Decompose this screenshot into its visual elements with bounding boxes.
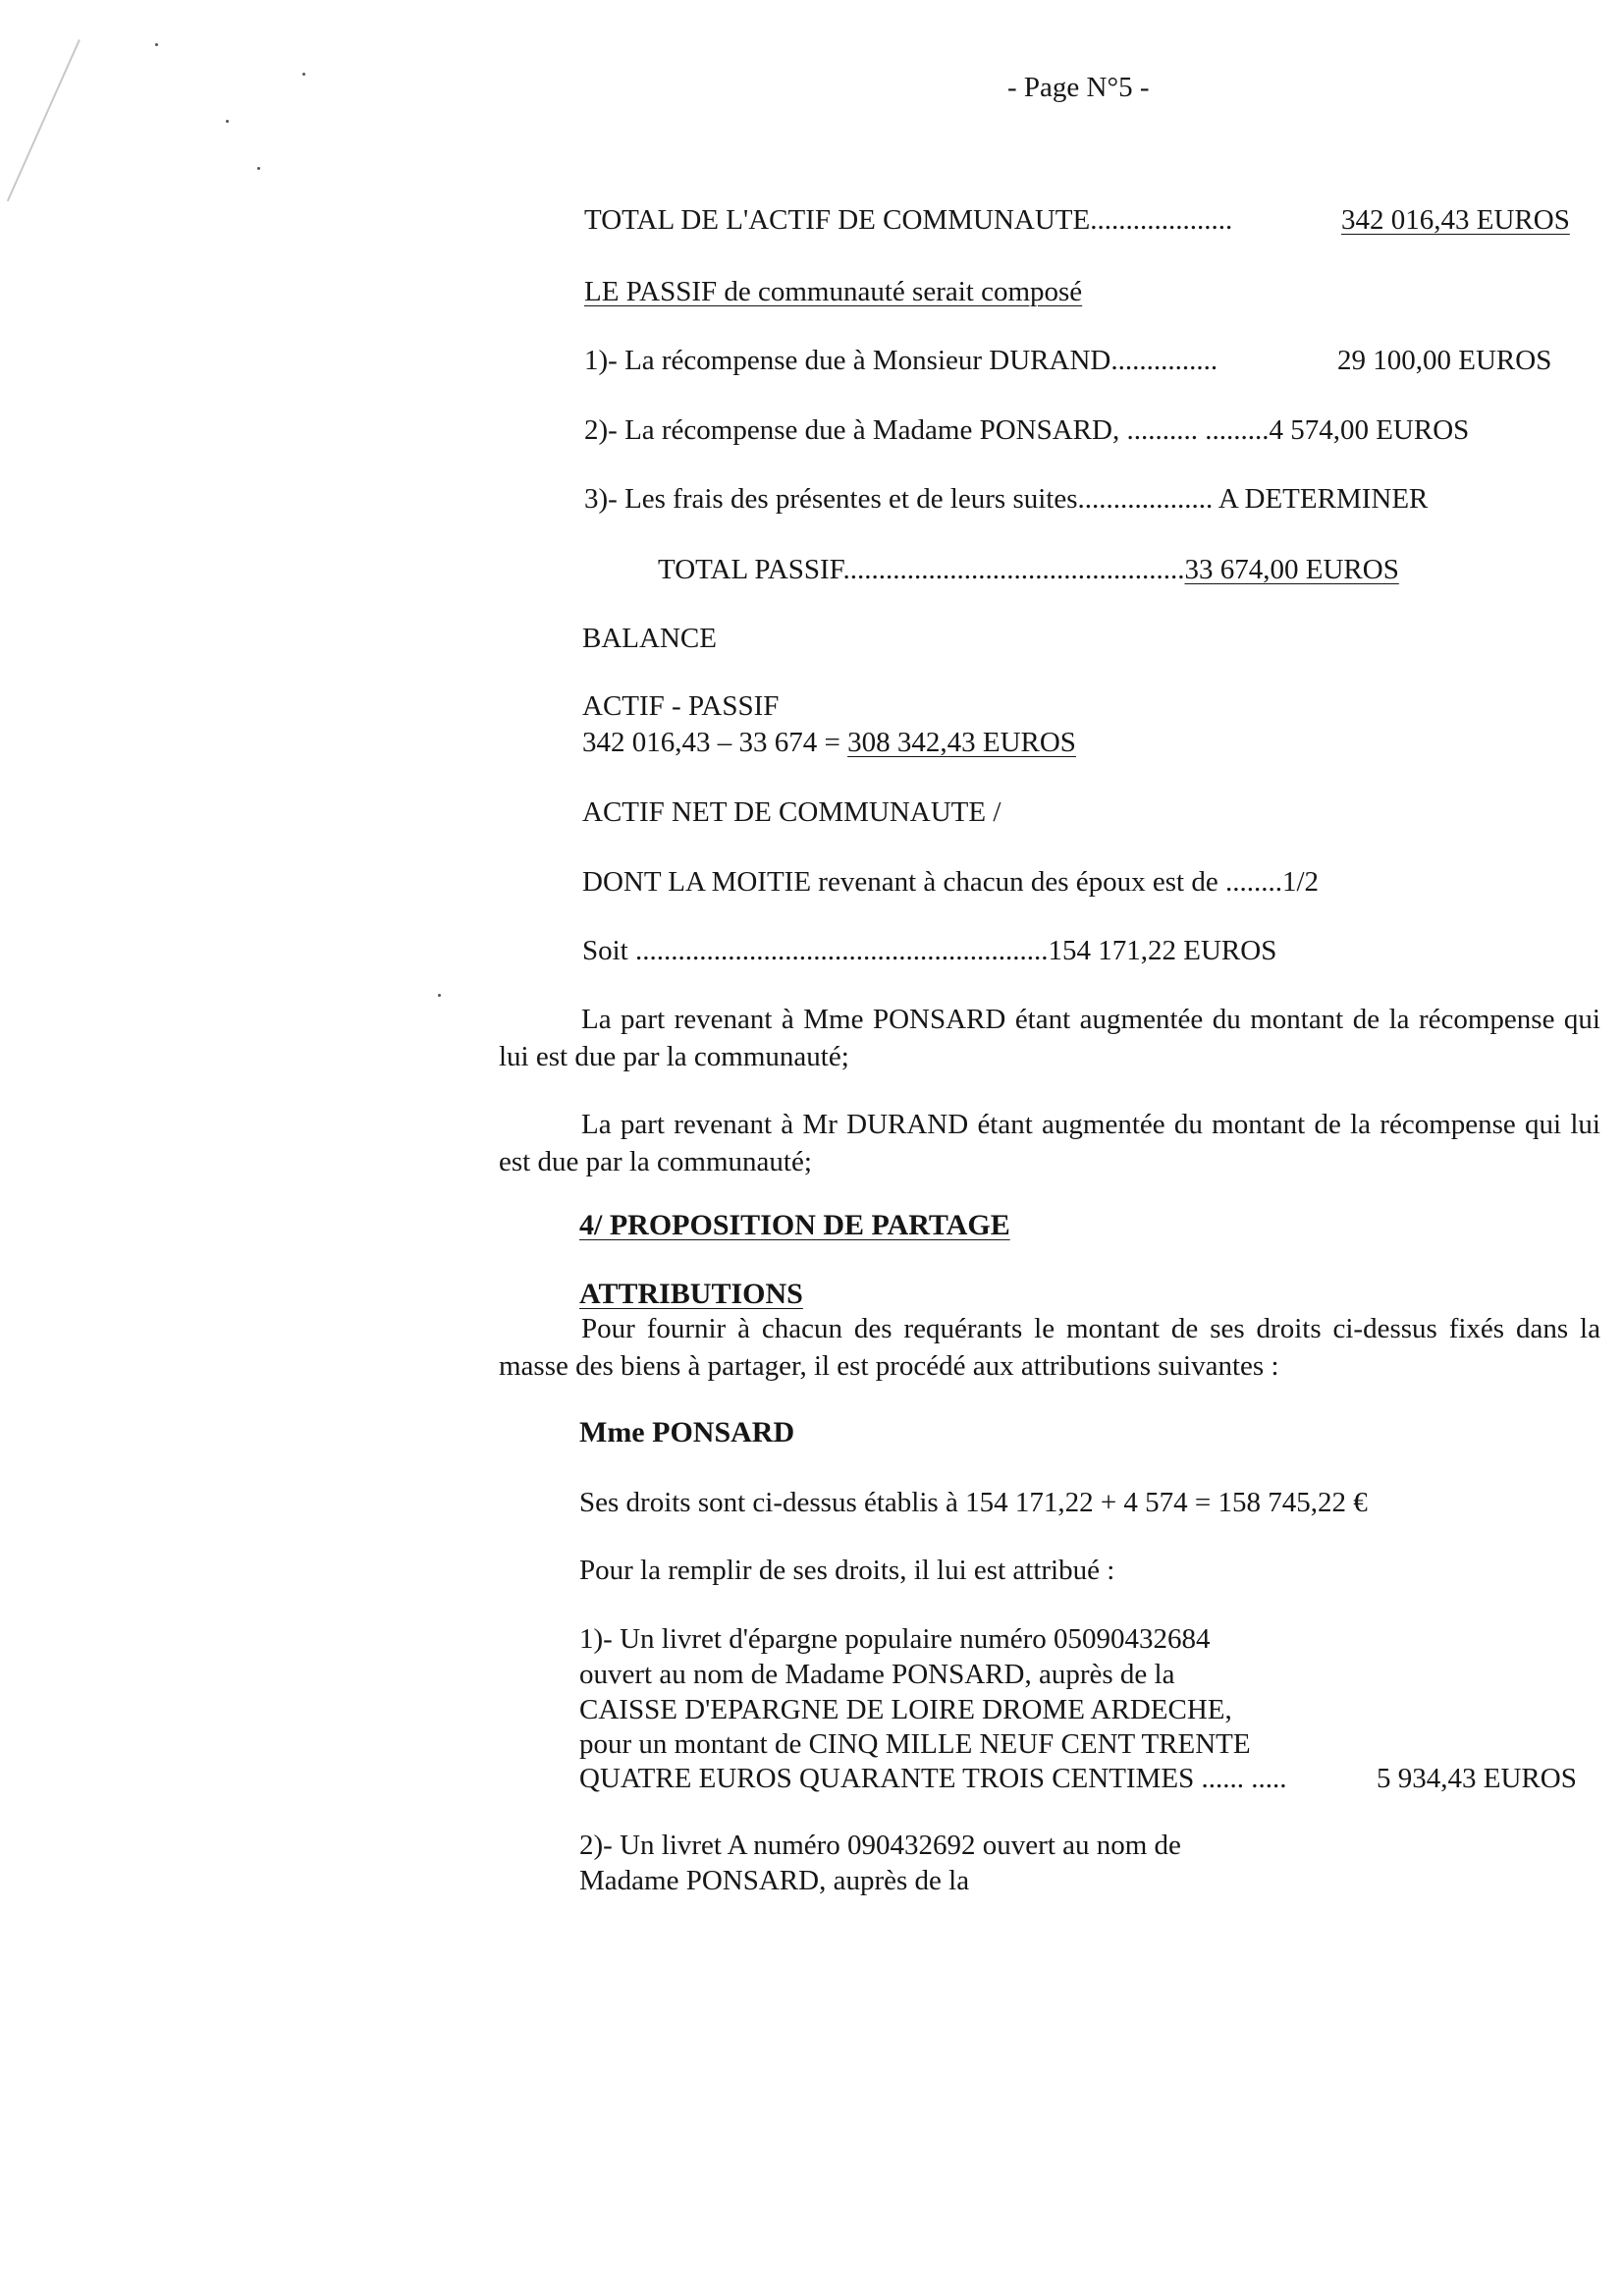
ponsard-droits: Ses droits sont ci-dessus établis à 154 171,22 + 4 574 = 158 745,22 € <box>579 1487 1368 1518</box>
scan-speck <box>438 994 441 997</box>
leader-dots: .................... <box>1090 204 1233 236</box>
paragraph-durand-part: La part revenant à Mr DURAND étant augmentée du montant de la récompense qui lui est due par la communauté; <box>499 1109 1600 1177</box>
ponsard-item-1-line-4: pour un montant de CINQ MILLE NEUF CENT TRENTE <box>579 1728 1251 1760</box>
balance-formula: 342 016,43 – 33 674 = 308 342,43 EUROS <box>582 727 1076 758</box>
passif-item-2: 2)- La récompense due à Madame PONSARD, .......... .........4 574,00 EUROS <box>584 414 1470 446</box>
scan-speck <box>155 43 158 46</box>
soit-line: Soit ..........................................................154 171,22 EUROS <box>582 935 1277 966</box>
scan-speck <box>226 120 229 123</box>
total-actif-label: TOTAL DE L'ACTIF DE COMMUNAUTE.................... <box>584 204 1233 236</box>
paragraph-ponsard-part: La part revenant à Mme PONSARD étant augmentée du montant de la récompense qui lui est due par la communauté; <box>499 1004 1600 1072</box>
ponsard-item-1-line-1: 1)- Un livret d'épargne populaire numéro 05090432684 <box>579 1623 1211 1655</box>
attributions-text: Pour fournir à chacun des requérants le montant de ses droits ci-dessus fixés dans la masse des biens à partager, il est procédé aux attributions suivantes : <box>499 1313 1600 1382</box>
leader-dots: ........ <box>1224 866 1282 898</box>
leader-dots: ................................................ <box>842 554 1185 585</box>
total-actif-value: 342 016,43 EUROS <box>1341 204 1570 236</box>
formula-label: ACTIF - PASSIF <box>582 690 780 722</box>
passif-item-1: 1)- La récompense due à Monsieur DURAND............... <box>584 345 1218 376</box>
leader-dots: ............... <box>1110 345 1218 376</box>
ponsard-item-2-line-1: 2)- Un livret A numéro 090432692 ouvert au nom de <box>579 1830 1181 1861</box>
ponsard-item-1-line-3: CAISSE D'EPARGNE DE LOIRE DROME ARDECHE, <box>579 1694 1232 1725</box>
ponsard-item-1-value: 5 934,43 EUROS <box>1377 1763 1577 1794</box>
ponsard-item-1-line-2: ouvert au nom de Madame PONSARD, auprès de la <box>579 1659 1175 1690</box>
scan-speck <box>257 167 260 170</box>
passif-item-3: 3)- Les frais des présentes et de leurs suites................... A DETERMINER <box>584 483 1429 515</box>
leader-dots: .......................................................... <box>635 935 1049 966</box>
actif-net-label: ACTIF NET DE COMMUNAUTE / <box>582 796 1001 828</box>
page-header: - Page N°5 - <box>1007 72 1150 103</box>
total-passif: TOTAL PASSIF................................................33 674,00 EUROS <box>658 554 1399 585</box>
balance-heading: BALANCE <box>582 623 717 654</box>
leader-dots: .......... ......... <box>1126 414 1270 446</box>
ponsard-item-1-line-5: QUATRE EUROS QUARANTE TROIS CENTIMES ...... ..... <box>579 1763 1287 1794</box>
leader-dots: ................... <box>1077 483 1214 515</box>
passif-heading: LE PASSIF de communauté serait composé <box>584 276 1083 307</box>
moitie-line: DONT LA MOITIE revenant à chacun des époux est de ........1/2 <box>582 866 1320 898</box>
attributions-heading: ATTRIBUTIONS <box>579 1278 803 1310</box>
ponsard-heading: Mme PONSARD <box>579 1416 795 1449</box>
scan-speck <box>302 73 305 76</box>
leader-dots: ...... ..... <box>1201 1763 1287 1794</box>
proposition-heading: 4/ PROPOSITION DE PARTAGE <box>579 1209 1010 1241</box>
scan-edge-line <box>7 39 81 201</box>
passif-item-1-value: 29 100,00 EUROS <box>1337 345 1552 376</box>
ponsard-remplir: Pour la remplir de ses droits, il lui est attribué : <box>579 1555 1115 1586</box>
ponsard-item-2-line-2: Madame PONSARD, auprès de la <box>579 1865 970 1896</box>
